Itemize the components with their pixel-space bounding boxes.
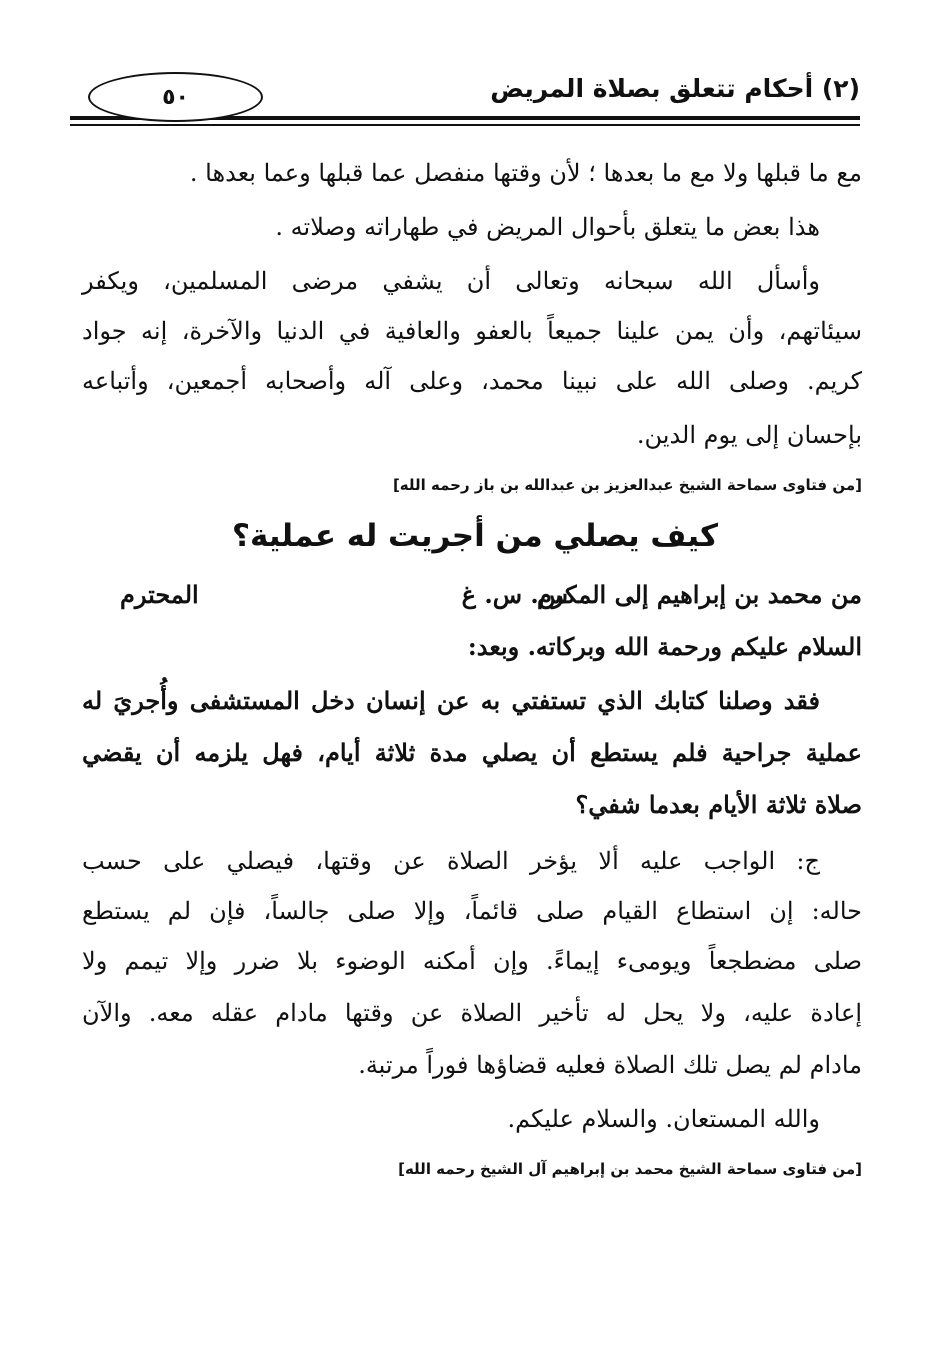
answer-line: صلى مضطجعاً ويومىء إيماءً. وإن أمكنه الوضوء بلا ضرر وإلا تيمم ولا [82, 947, 862, 975]
address-code: س. س. غ [461, 580, 568, 609]
running-title: (٢) أحكام تتعلق بصلاة المريض [490, 74, 860, 103]
answer-line: إعادة عليه، ولا يحل له تأخير الصلاة عن وقتها مادام عقله معه. والآن [82, 999, 862, 1027]
paragraph-line: بإحسان إلى يوم الدين. [636, 421, 862, 449]
paragraph-line: كريم. وصلى الله على نبينا محمد، وعلى آله وأصحابه أجمعين، وأتباعه [82, 367, 862, 395]
fatwa-source: [من فتاوى سماحة الشيخ محمد بن إبراهيم آل الشيخ رحمه الله] [398, 1160, 862, 1178]
question-line: صلاة ثلاثة الأيام بعدما شفي؟ [575, 790, 862, 819]
question-line: عملية جراحية فلم يستطع أن يصلي مدة ثلاثة أيام، فهل يلزمه أن يقضي [82, 738, 862, 767]
paragraph-line: هذا بعض ما يتعلق بأحوال المريض في طهاراته وصلاته . [275, 213, 820, 241]
answer-line: مادام لم يصل تلك الصلاة فعليه قضاؤها فوراً مرتبة. [358, 1051, 862, 1079]
page-header [70, 68, 860, 138]
paragraph-line: وأسأل الله سبحانه وتعالى أن يشفي مرضى المسلمين، ويكفر [82, 267, 820, 295]
section-title: كيف يصلي من أجريت له عملية؟ [231, 518, 719, 554]
question-line: فقد وصلنا كتابك الذي تستفتي به عن إنسان دخل المستشفى وأُجريَ له [82, 686, 821, 715]
page-number: ٥٠ [162, 84, 189, 110]
answer-line: ج: الواجب عليه ألا يؤخر الصلاة عن وقتها، فيصلي على حسب [82, 847, 820, 875]
fatwa-source: [من فتاوى سماحة الشيخ عبدالعزيز بن عبدالله بن باز رحمه الله] [392, 476, 862, 494]
address-honorific: المحترم [120, 580, 199, 609]
greeting: السلام عليكم ورحمة الله وبركاته. وبعد: [467, 632, 862, 661]
closing-line: والله المستعان. والسلام عليكم. [507, 1105, 820, 1133]
header-rule-thin [70, 124, 860, 126]
page-number-oval [88, 72, 263, 122]
address-recipient: من محمد بن إبراهيم إلى المكرم [537, 580, 862, 609]
answer-line: حاله: إن استطاع القيام صلى قائماً، وإلا صلى جالساً، فإن لم يستطع [82, 897, 862, 925]
paragraph-line: مع ما قبلها ولا مع ما بعدها ؛ لأن وقتها منفصل عما قبلها وعما بعدها . [189, 159, 862, 187]
paragraph-line: سيئاتهم، وأن يمن علينا جميعاً بالعفو والعافية في الدنيا والآخرة، إنه جواد [82, 317, 862, 345]
